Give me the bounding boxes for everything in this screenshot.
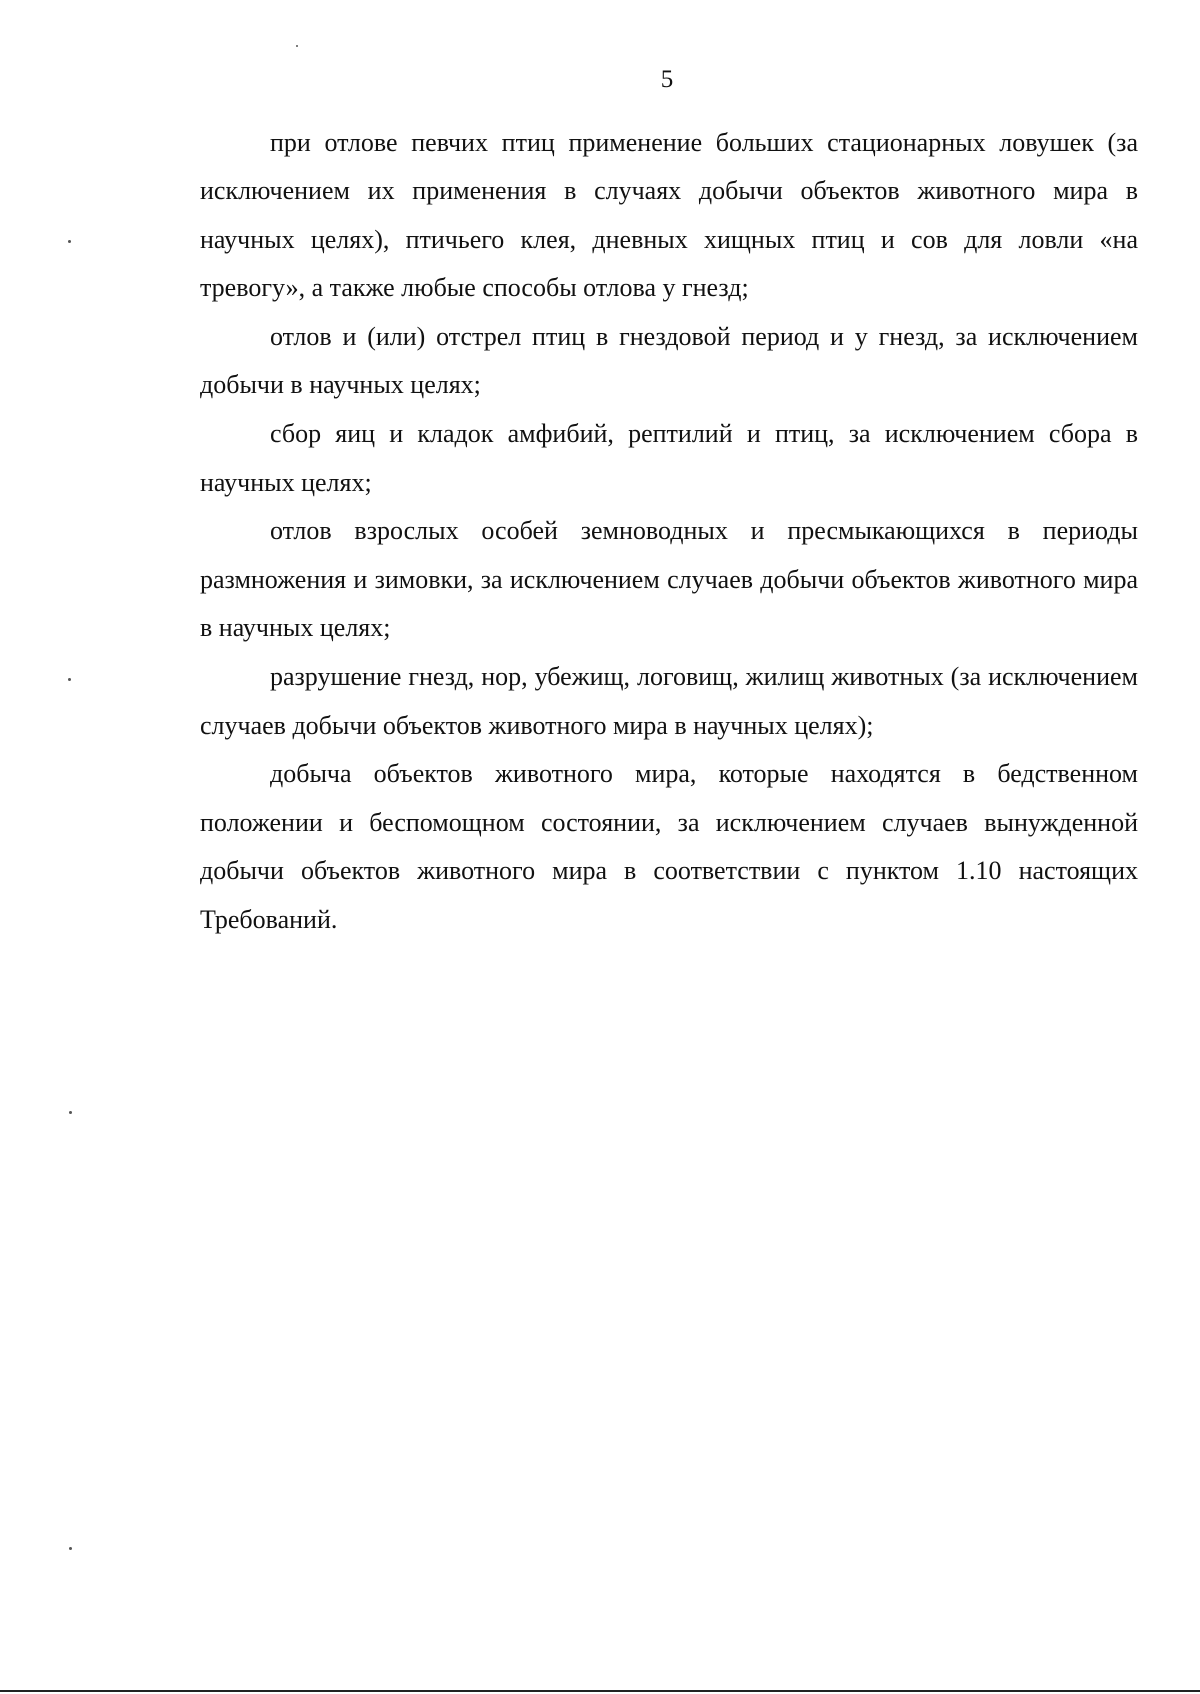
page-number: 5 [660, 66, 674, 93]
paragraph: добыча объектов животного мира, которые находятся в бедственном положении и беспомощном состоянии, за исключением случаев вынужденной добычи объектов животного мира в соответствии с пунктом 1.10 настоящих Требований. [200, 759, 1138, 934]
paragraph: при отлове певчих птиц применение больших стационарных ловушек (за исключением их применения в случаях добычи объектов животного мира в научных целях), птичьего клея, дневных хищных птиц и сов для ловли «на тревогу», а также любые способы отлова у гнезд; [200, 127, 1138, 303]
scan-speck [69, 1111, 72, 1114]
page-edge-line [0, 1690, 1200, 1692]
paragraph: отлов взрослых особей земноводных и пресмыкающихся в периоды размножения и зимовки, за исключением случаев добычи объектов животного мира в научных целях; [200, 516, 1138, 643]
paragraph: отлов и (или) отстрел птиц в гнездовой период и у гнезд, за исключением добычи в научных целях; [200, 321, 1138, 400]
scan-speck [68, 678, 71, 681]
scan-speck [68, 240, 71, 243]
scan-speck [69, 1547, 72, 1550]
document-body [200, 119, 1138, 945]
paragraph: разрушение гнезд, нор, убежищ, логовищ, жилищ животных (за исключением случаев добычи объектов животного мира в научных целях); [200, 662, 1138, 740]
scan-speck [296, 45, 298, 47]
paragraph: сбор яиц и кладок амфибий, рептилий и птиц, за исключением сбора в научных целях; [200, 419, 1138, 497]
